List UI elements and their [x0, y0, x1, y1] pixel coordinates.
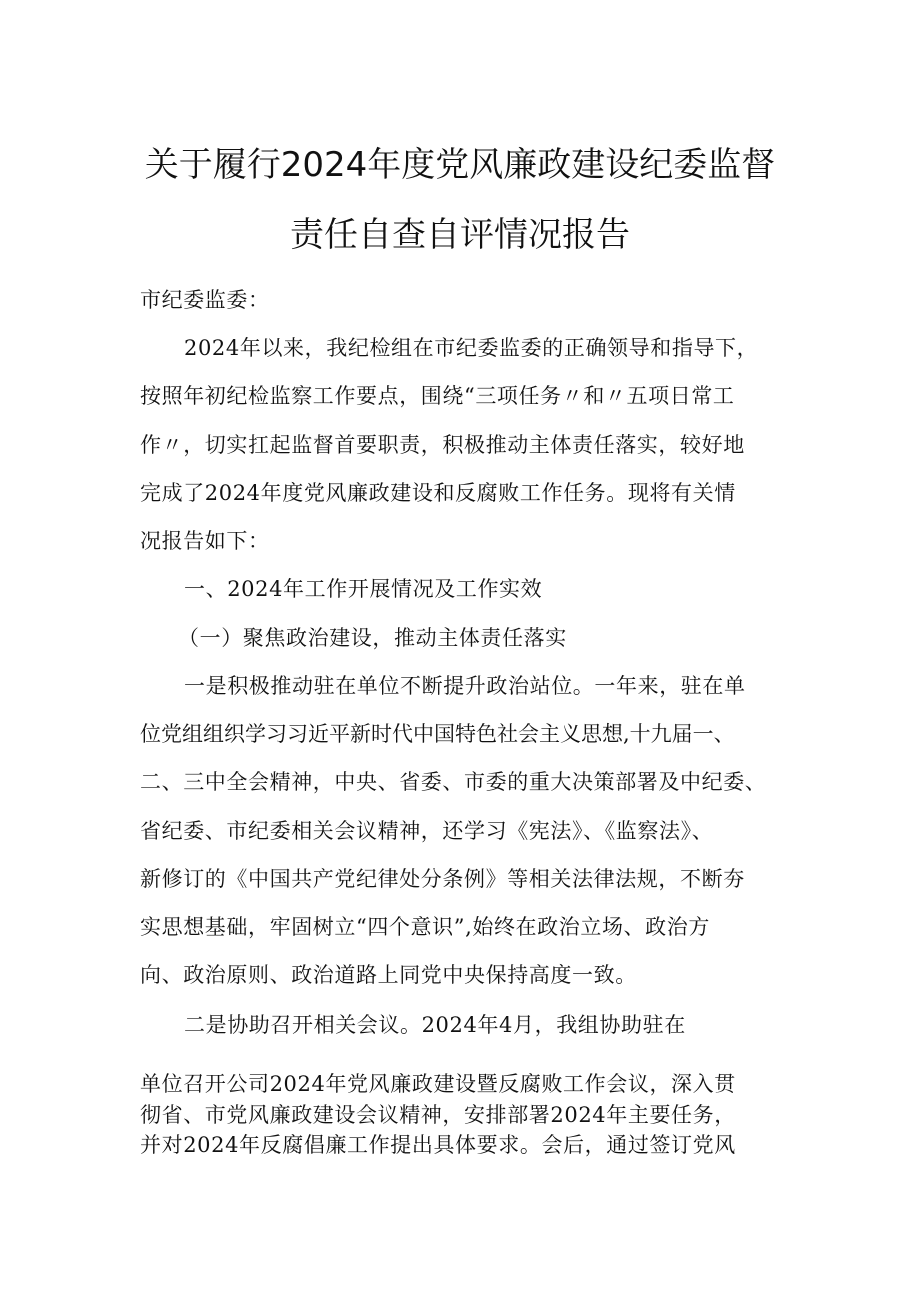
- paragraph-line: 况报告如下：: [140, 529, 270, 553]
- paragraph-line: 一是积极推动驻在单位不断提升政治站位。一年来，驻在单: [184, 674, 746, 698]
- paragraph-line: 新修订的《中国共产党纪律处分条例》等相关法律法规，不断夯: [140, 867, 745, 891]
- paragraph-line: 彻省、市党风廉政建设会议精神，安排部署2024年主要任务，: [140, 1103, 736, 1127]
- paragraph-line: 实思想基础，牢固树立“四个意识”,始终在政治立场、政治方: [140, 915, 710, 939]
- paragraph-line: 位党组组织学习习近平新时代中国特色社会主义思想,十九届一、: [140, 722, 735, 746]
- subsection-heading: （一）聚焦政治建设，推动主体责任落实: [178, 626, 567, 650]
- section-heading: 一、2024年工作开展情况及工作实效: [184, 577, 543, 601]
- paragraph-line: 二是协助召开相关会议。2024年4月，我组协助驻在: [184, 1013, 686, 1037]
- paragraph-line: 单位召开公司2024年党风廉政建设暨反腐败工作会议，深入贯: [140, 1072, 736, 1096]
- salutation: 市纪委监委：: [140, 288, 270, 312]
- document-title-line-1: 关于履行2024年度党风廉政建设纪委监督: [144, 145, 776, 185]
- paragraph-line: 向、政治原则、政治道路上同党中央保持高度一致。: [140, 963, 637, 987]
- paragraph-line: 完成了2024年度党风廉政建设和反腐败工作任务。现将有关情: [140, 481, 736, 505]
- paragraph-line: 2024年以来，我纪检组在市纪委监委的正确领导和指导下，: [184, 336, 759, 360]
- paragraph-line: 作〃，切实扛起监督首要职责，积极推动主体责任落实，较好地: [140, 433, 745, 457]
- document-title-line-2: 责任自查自评情况报告: [290, 215, 630, 255]
- paragraph-line: 二、三中全会精神，中央、省委、市委的重大决策部署及中纪委、: [140, 770, 767, 794]
- paragraph-line: 并对2024年反腐倡廉工作提出具体要求。会后，通过签订党风: [140, 1133, 736, 1157]
- paragraph-line: 按照年初纪检监察工作要点，围绕“三项任务〃和〃五项日常工: [140, 384, 735, 408]
- paragraph-line: 省纪委、市纪委相关会议精神，还学习《宪法》、《监察法》、: [140, 819, 714, 843]
